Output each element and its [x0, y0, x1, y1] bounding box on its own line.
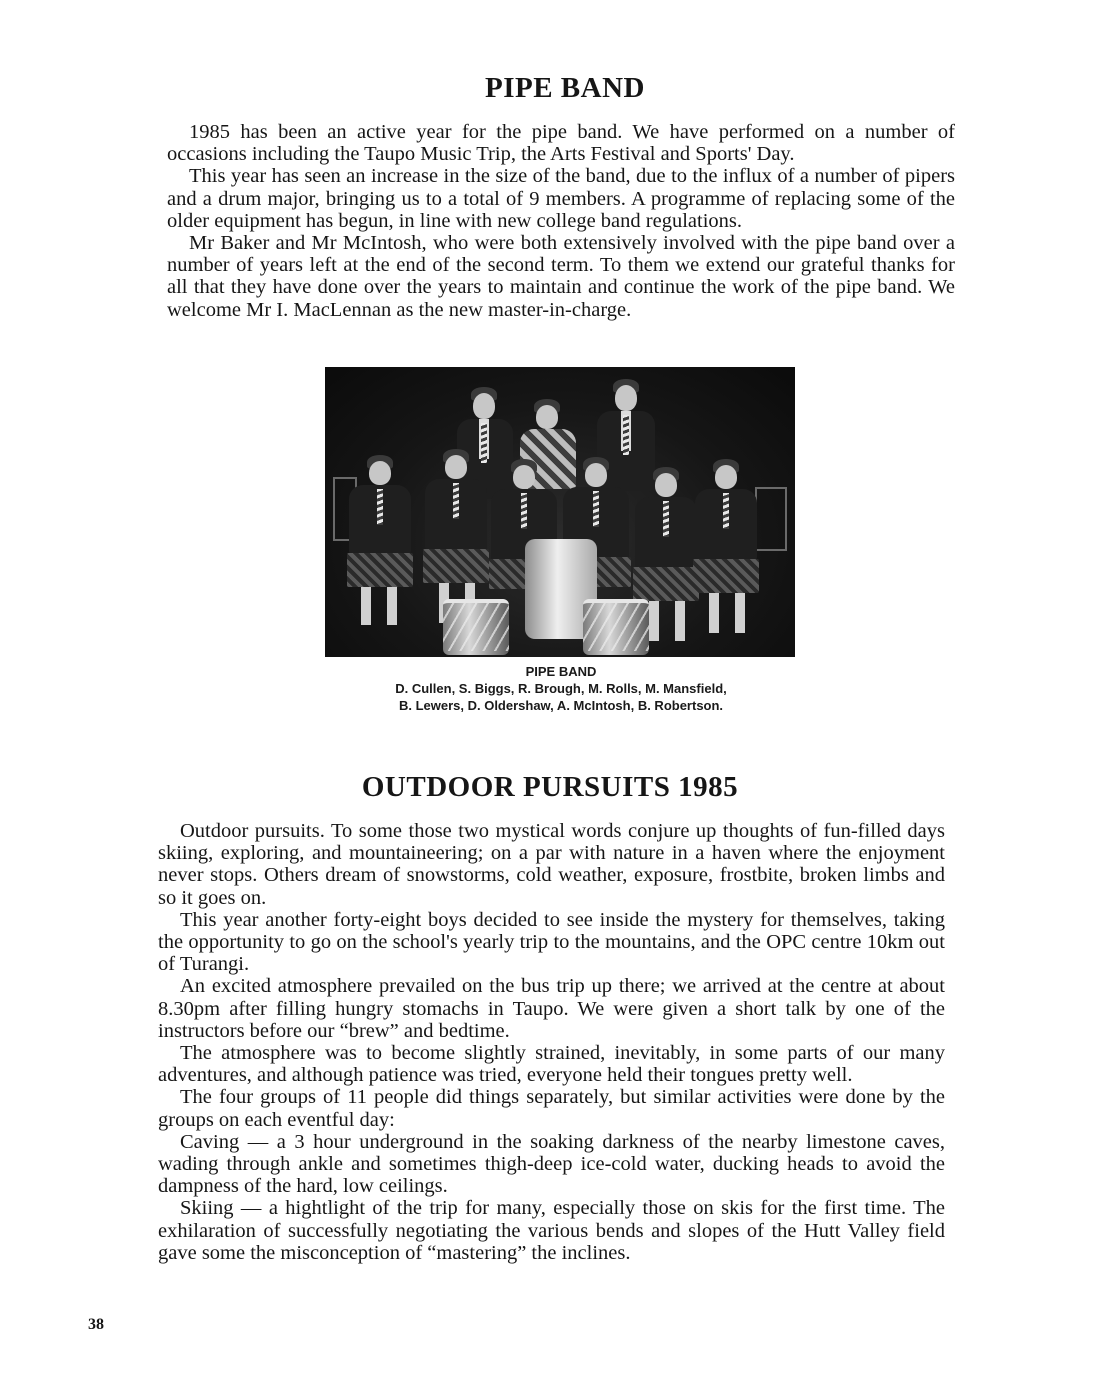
article-paragraph: Skiing — a hightlight of the trip for many, especially those on skis for the first time. The exhilaration of successfully negotiating the various bends and slopes of the Hutt Valley field gave some the misconception of “mastering” the inclines. — [158, 1197, 945, 1264]
pipe-band-photo — [325, 367, 795, 657]
caption-heading: PIPE BAND — [525, 664, 597, 679]
drum-rope — [583, 603, 649, 651]
pipe-band-heading: PIPE BAND — [485, 72, 645, 104]
chair-shape — [755, 487, 787, 551]
outdoor-pursuits-article — [158, 820, 945, 1264]
article-paragraph: Mr Baker and Mr McIntosh, who were both extensively involved with the pipe band over a number of years left at the end of the second term. To them we extend our grateful thanks for all that they have done over the years to maintain and continue the work of the pipe band. We welcome Mr I. MacLennan as the new master-in-charge. — [167, 232, 955, 321]
article-paragraph: This year another forty-eight boys decided to see inside the mystery for themselves, taking the opportunity to go on the school's yearly trip to the mountains, and the OPC centre 10km out of Turangi. — [158, 908, 945, 976]
article-paragraph: Outdoor pursuits. To some those two mystical words conjure up thoughts of fun-filled days skiing, exploring, and mountaineering; on a par with nature in a haven where the enjoyment never stops. Others dream of snowstorms, cold weather, exposure, frostbite, broken limbs and so it goes on. — [158, 820, 945, 909]
article-paragraph: Caving — a 3 hour underground in the soaking darkness of the nearby limestone caves, wading through ankle and sometimes thigh-deep ice-cold water, ducking heads to avoid the dampness of the hard, low ceilings. — [158, 1130, 945, 1198]
pipe-band-article — [167, 121, 955, 321]
article-paragraph: This year has seen an increase in the size of the band, due to the influx of a number of pipers and a drum major, bringing us to a total of 9 members. A programme of replacing some of the older equipment has begun, in line with new college band regulations. — [167, 165, 955, 232]
article-paragraph: An excited atmosphere prevailed on the bus trip up there; we arrived at the centre at about 8.30pm after filling hungry stomachs in Taupo. We were given a short talk by one of the instructors before our “brew” and bedtime. — [158, 975, 945, 1042]
caption-names-line: B. Lewers, D. Oldershaw, A. McIntosh, B. Robertson. — [398, 698, 724, 713]
article-paragraph: The four groups of 11 people did things separately, but similar activities were done by the groups on each eventful day: — [158, 1086, 945, 1131]
article-paragraph: 1985 has been an active year for the pipe band. We have performed on a number of occasions including the Taupo Music Trip, the Arts Festival and Sports' Day. — [167, 121, 955, 166]
article-paragraph: The atmosphere was to become slightly strained, inevitably, in some parts of our many adventures, and although patience was tried, everyone held their tongues pretty well. — [158, 1042, 945, 1087]
outdoor-pursuits-heading: OUTDOOR PURSUITS 1985 — [361, 771, 739, 803]
photo-caption — [300, 663, 822, 714]
drum-rope — [443, 603, 509, 651]
caption-names-line: D. Cullen, S. Biggs, R. Brough, M. Rolls, M. Mansfield, — [395, 681, 727, 696]
page-number: 38 — [88, 1316, 104, 1333]
